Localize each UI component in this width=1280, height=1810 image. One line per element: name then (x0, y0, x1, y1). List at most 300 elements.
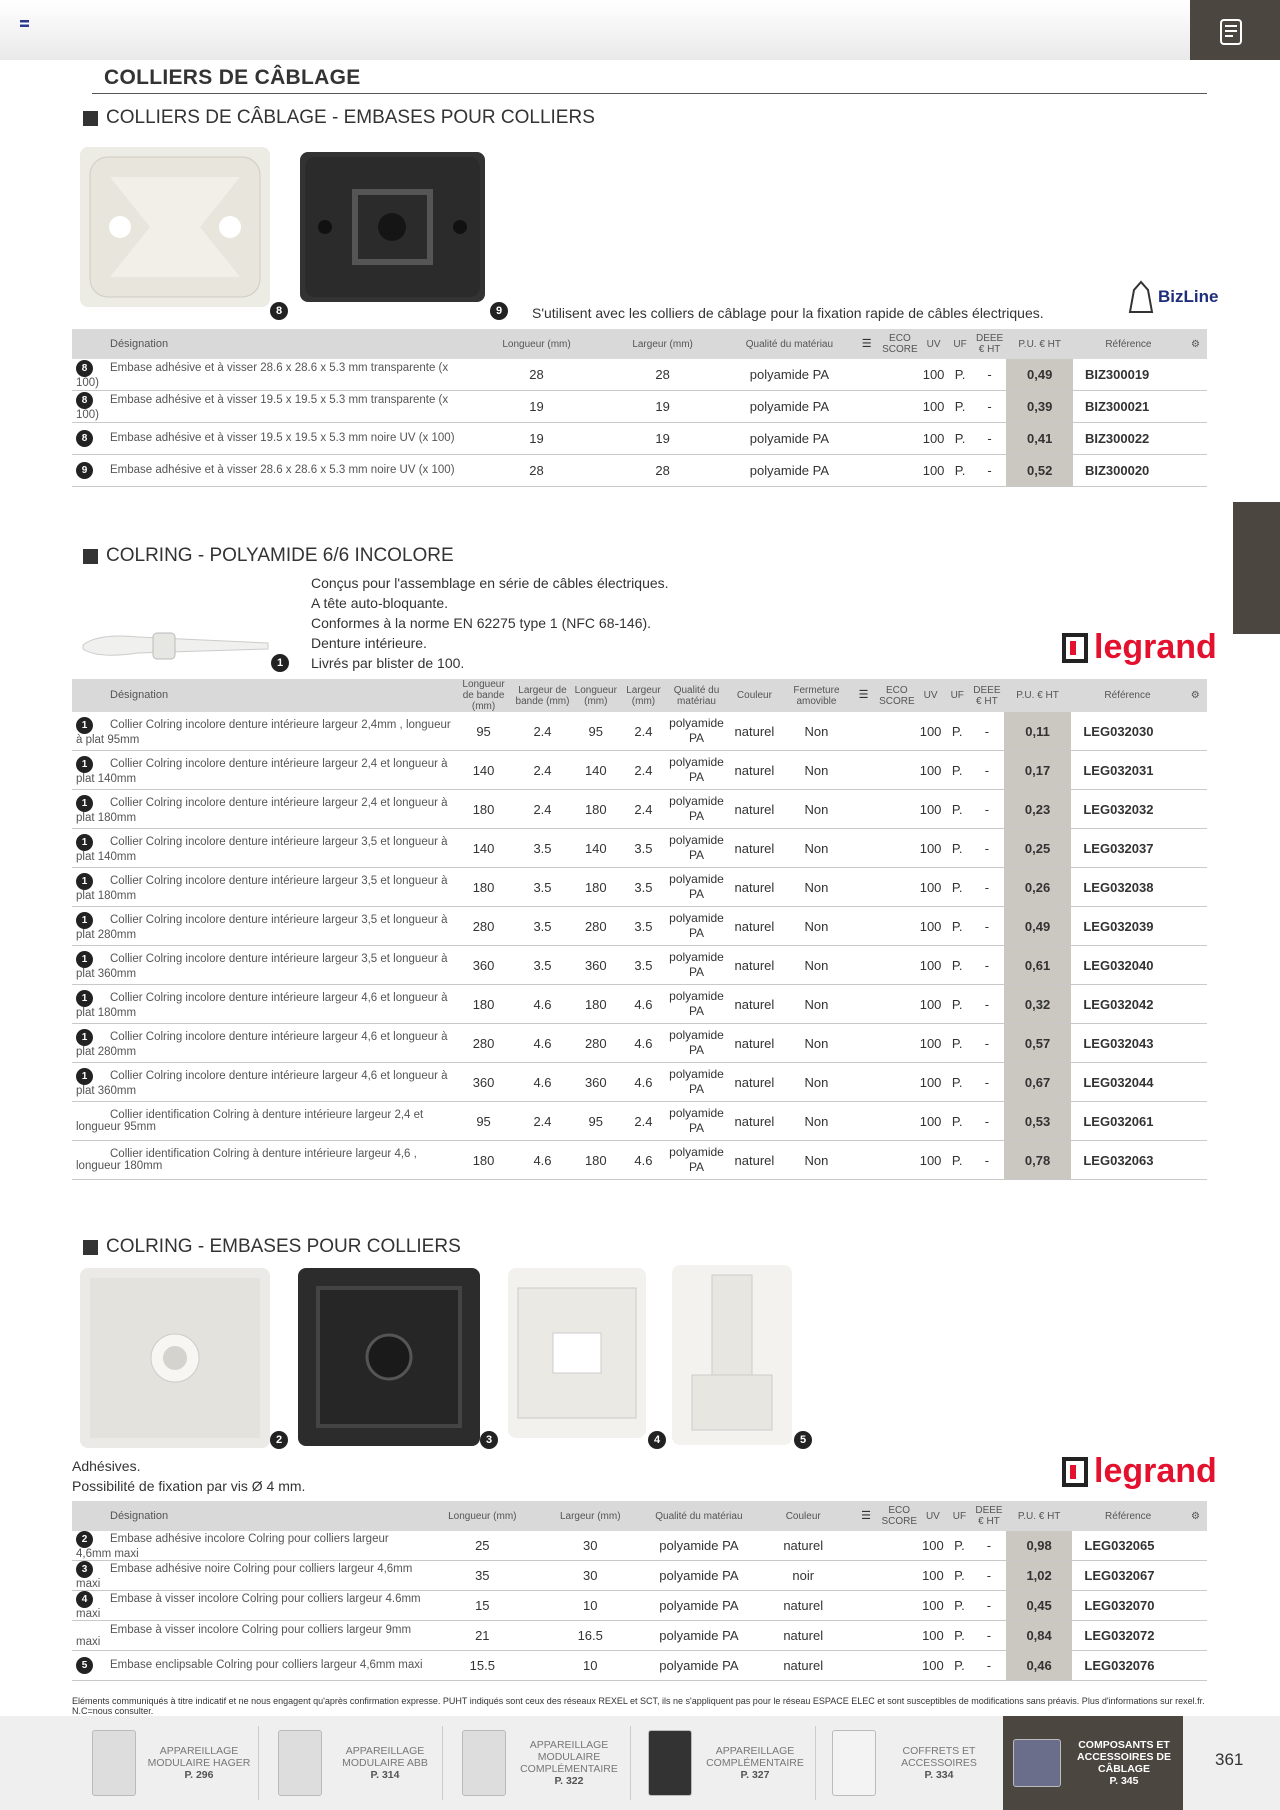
uf-cell: P. (947, 423, 972, 455)
couleur-cell: naturel (754, 1591, 853, 1621)
description-line: Conformes à la norme EN 62275 type 1 (NFC 68-146). (311, 615, 652, 631)
price-cell: 0,41 (1006, 423, 1072, 455)
largeur-cell: 3.5 (620, 868, 667, 907)
largeur-cell: 4.6 (620, 1063, 667, 1102)
designation-text: Embase adhésive et à visser 19.5 x 19.5 x 5.3 mm transparente (x 100) (76, 394, 449, 421)
section2-table (72, 679, 1207, 1180)
uv-cell: 100 (917, 1141, 945, 1180)
col-fermeture: Fermeture amovible (783, 679, 850, 712)
table-header-row (72, 679, 1207, 712)
designation-cell (72, 868, 454, 907)
uv-cell: 100 (917, 946, 945, 985)
settings-cell (1184, 985, 1207, 1024)
row-marker (76, 1657, 110, 1674)
uf-cell: P. (945, 868, 970, 907)
reference-cell: LEG032031 (1071, 751, 1183, 790)
longueur-cell: 19 (473, 391, 599, 423)
price-cell: 0,52 (1006, 455, 1072, 487)
col-settings (1184, 1501, 1207, 1531)
uv-cell: 100 (917, 790, 945, 829)
col-longueur: Longueur (mm) (572, 679, 620, 712)
uv-cell: 100 (917, 1102, 945, 1141)
designation-cell (72, 1063, 454, 1102)
longueur-cell: 280 (572, 1024, 620, 1063)
settings-cell (1184, 391, 1207, 423)
description-line: A tête auto-bloquante. (311, 595, 448, 611)
image-ref-badge: 1 (76, 795, 93, 812)
reference-cell: LEG032032 (1071, 790, 1183, 829)
settings-cell (1184, 423, 1207, 455)
largeur-bande-cell: 3.5 (513, 907, 572, 946)
materiau-cell: polyamide PA (667, 751, 726, 790)
eco-cell (877, 790, 917, 829)
row-marker (76, 951, 110, 968)
largeur-cell: 30 (536, 1561, 644, 1591)
table-row[interactable] (72, 1561, 1207, 1591)
image-label: 5 (799, 1434, 807, 1446)
image-label: 8 (275, 305, 283, 317)
deee-cell: - (970, 829, 1004, 868)
timer-thumbnail (462, 1730, 506, 1796)
settings-cell (1184, 790, 1207, 829)
reference-cell: LEG032044 (1071, 1063, 1183, 1102)
reference-cell: LEG032030 (1071, 712, 1183, 751)
uf-cell: P. (947, 1591, 972, 1621)
table-row[interactable] (72, 1063, 1207, 1102)
materiau-cell: polyamide PA (667, 712, 726, 751)
footer-divider (258, 1726, 259, 1800)
longueur-cell: 95 (572, 712, 620, 751)
designation-cell (72, 712, 454, 751)
materiau-cell: polyamide PA (667, 907, 726, 946)
col-wifi (850, 679, 877, 712)
designation-text: Embase adhésive incolore Colring pour colliers largeur 4,6mm maxi (76, 1533, 389, 1560)
longueur-cell: 21 (428, 1621, 536, 1651)
longueur-cell: 180 (572, 790, 620, 829)
designation-cell (72, 907, 454, 946)
col-largeur: Largeur (mm) (600, 329, 726, 359)
legrand-mark-icon (1062, 1457, 1088, 1487)
section3-table-body (72, 1531, 1207, 1681)
image-ref-badge: 5 (76, 1657, 93, 1674)
table-row[interactable] (72, 1591, 1207, 1621)
fermeture-cell: Non (783, 1141, 850, 1180)
footer-page: P. 296 (184, 1769, 214, 1781)
designation-text: Collier Colring incolore denture intérieure largeur 4,6 et longueur à plat 360mm (76, 1069, 448, 1097)
largeur-cell: 2.4 (620, 1102, 667, 1141)
longueur-cell: 25 (428, 1531, 536, 1561)
longueur-cell: 28 (473, 455, 599, 487)
settings-cell (1184, 1102, 1207, 1141)
row-marker (76, 873, 110, 890)
settings-cell (1184, 1651, 1207, 1681)
longueur-bande-cell: 280 (454, 907, 513, 946)
product-image-clip-base (672, 1265, 792, 1445)
gear-icon: ⚙ (1190, 338, 1200, 350)
eco-cell (879, 1531, 919, 1561)
footer-label (144, 1745, 254, 1781)
uv-cell: 100 (917, 1063, 945, 1102)
longueur-bande-cell: 360 (454, 946, 513, 985)
square-bullet-icon (83, 549, 98, 564)
uf-cell: P. (945, 790, 970, 829)
wifi-cell (850, 1141, 877, 1180)
materiau-cell: polyamide PA (644, 1561, 754, 1591)
deee-cell: - (970, 1063, 1004, 1102)
section3-description (72, 1456, 305, 1496)
product-image-clear-colring-base (80, 1268, 270, 1448)
catalog-tab[interactable] (1190, 0, 1280, 60)
deee-cell: - (970, 1102, 1004, 1141)
image-label: 4 (653, 1434, 661, 1446)
image-label-badge (648, 1431, 666, 1449)
designation-text: Collier identification Colring à denture intérieure largeur 4,6 , longueur 180mm (76, 1148, 417, 1172)
designation-cell (72, 829, 454, 868)
image-ref-badge: 1 (76, 1029, 93, 1046)
eco-cell (880, 391, 920, 423)
eco-cell (880, 455, 920, 487)
col-materiau: Qualité du matériau (644, 1501, 754, 1531)
eco-cell (877, 1102, 917, 1141)
deee-cell: - (973, 359, 1007, 391)
table-row[interactable] (72, 455, 1207, 487)
section1-heading (83, 107, 595, 129)
col-reference: Référence (1073, 329, 1184, 359)
col-uv: UV (920, 329, 948, 359)
deee-cell: - (970, 1141, 1004, 1180)
table-row[interactable] (72, 423, 1207, 455)
eco-cell (880, 359, 920, 391)
description-line: Denture intérieure. (311, 635, 427, 651)
col-uv: UV (917, 679, 945, 712)
section2-heading-text: COLRING - POLYAMIDE 6/6 INCOLORE (106, 545, 454, 566)
uf-cell: P. (947, 359, 972, 391)
image-label-badge (480, 1431, 498, 1449)
title-divider (92, 93, 1207, 94)
settings-cell (1184, 1531, 1207, 1561)
materiau-cell: polyamide PA (667, 1024, 726, 1063)
deee-cell: - (970, 907, 1004, 946)
footer-link-composants[interactable] (1003, 1716, 1183, 1810)
uf-cell: P. (945, 1063, 970, 1102)
footer-link-coffrets[interactable] (832, 1716, 994, 1810)
col-longueur: Longueur (mm) (428, 1501, 536, 1531)
row-marker (76, 795, 110, 812)
table-row[interactable] (72, 712, 1207, 751)
longueur-cell: 15.5 (428, 1651, 536, 1681)
deee-cell: - (973, 391, 1007, 423)
footer-label-text: APPAREILLAGE MODULAIRE ABB (342, 1745, 428, 1769)
page-number: 361 (1215, 1750, 1244, 1769)
designation-cell (72, 423, 473, 455)
largeur-cell: 4.6 (620, 1024, 667, 1063)
designation-text: Embase adhésive et à visser 28.6 x 28.6 x 5.3 mm transparente (x 100) (76, 362, 449, 389)
footer-page: P. 322 (554, 1775, 584, 1787)
legrand-mark-icon (1062, 633, 1088, 663)
fermeture-cell: Non (783, 946, 850, 985)
fermeture-cell: Non (783, 985, 850, 1024)
wifi-cell (850, 712, 877, 751)
designation-cell (72, 1591, 428, 1621)
longueur-bande-cell: 280 (454, 1024, 513, 1063)
materiau-cell: polyamide PA (667, 790, 726, 829)
materiau-cell: polyamide PA (644, 1621, 754, 1651)
eco-cell (877, 751, 917, 790)
product-image-black-base (300, 152, 485, 302)
couleur-cell: naturel (754, 1531, 853, 1561)
table-row[interactable] (72, 751, 1207, 790)
table-row[interactable] (72, 829, 1207, 868)
col-prix: P.U. € HT (1004, 679, 1072, 712)
reference-cell: LEG032061 (1071, 1102, 1183, 1141)
catalog-icon (1219, 18, 1243, 46)
settings-cell (1184, 1141, 1207, 1180)
designation-text: Collier Colring incolore denture intérieure largeur 3,5 et longueur à plat 180mm (76, 874, 448, 902)
materiau-cell: polyamide PA (644, 1591, 754, 1621)
section2-heading (83, 545, 454, 567)
reference-cell: LEG032042 (1071, 985, 1183, 1024)
couleur-cell: naturel (726, 868, 783, 907)
footer-label-text: APPAREILLAGE MODULAIRE COMPLÉMENTAIRE (520, 1739, 618, 1775)
product-image-black-colring-base (298, 1268, 480, 1446)
table-row[interactable] (72, 1102, 1207, 1141)
description-line: Possibilité de fixation par vis Ø 4 mm. (72, 1478, 306, 1494)
col-materiau: Qualité du matériau (725, 329, 853, 359)
table-row[interactable] (72, 907, 1207, 946)
uf-cell: P. (947, 1621, 972, 1651)
table-row[interactable] (72, 868, 1207, 907)
footer-divider (630, 1726, 631, 1800)
footer-label (514, 1739, 624, 1787)
col-wifi (853, 329, 880, 359)
eco-cell (879, 1621, 919, 1651)
table-row[interactable] (72, 790, 1207, 829)
col-longueur-bande: Longueur de bande (mm) (454, 679, 513, 712)
settings-cell (1184, 907, 1207, 946)
designation-cell (72, 751, 454, 790)
uv-cell: 100 (919, 1621, 947, 1651)
section3-table (72, 1501, 1207, 1681)
uf-cell: P. (947, 455, 972, 487)
footer-link-abb[interactable] (278, 1716, 440, 1810)
top-band (0, 0, 1190, 60)
price-cell: 0,57 (1004, 1024, 1072, 1063)
reference-cell: LEG032067 (1072, 1561, 1183, 1591)
table-row[interactable] (72, 1621, 1207, 1651)
uf-cell: P. (945, 985, 970, 1024)
uf-cell: P. (947, 1561, 972, 1591)
table-row[interactable] (72, 1141, 1207, 1180)
table-row[interactable] (72, 946, 1207, 985)
square-bullet-icon (83, 1240, 98, 1255)
uv-cell: 100 (917, 907, 945, 946)
row-marker (76, 462, 110, 479)
section3-heading (83, 1236, 461, 1258)
uv-cell: 100 (917, 829, 945, 868)
deee-cell: - (970, 790, 1004, 829)
largeur-cell: 28 (600, 359, 726, 391)
image-ref-badge: 1 (76, 756, 93, 773)
materiau-cell: polyamide PA (644, 1531, 754, 1561)
col-settings (1184, 329, 1207, 359)
section3-heading-text: COLRING - EMBASES POUR COLLIERS (106, 1236, 461, 1257)
reference-cell: BIZ300022 (1073, 423, 1184, 455)
largeur-bande-cell: 2.4 (513, 751, 572, 790)
settings-cell (1184, 712, 1207, 751)
product-image-white-base (80, 147, 270, 307)
row-marker (76, 717, 110, 734)
longueur-cell: 19 (473, 423, 599, 455)
longueur-cell: 35 (428, 1561, 536, 1591)
footer-link-complementaire[interactable] (462, 1716, 624, 1810)
longueur-cell: 180 (572, 868, 620, 907)
designation-cell (72, 985, 454, 1024)
uf-cell: P. (947, 1651, 972, 1681)
uv-cell: 100 (920, 455, 948, 487)
price-cell: 0,53 (1004, 1102, 1072, 1141)
col-uv: UV (919, 1501, 947, 1531)
wifi-icon: ☰ (858, 689, 869, 701)
largeur-cell: 2.4 (620, 790, 667, 829)
wifi-cell (850, 868, 877, 907)
table-row[interactable] (72, 391, 1207, 423)
table-row[interactable] (72, 1531, 1207, 1561)
section-side-tab[interactable] (1233, 502, 1280, 634)
eco-cell (877, 829, 917, 868)
row-marker (76, 1029, 110, 1046)
settings-cell (1184, 868, 1207, 907)
couleur-cell: naturel (726, 790, 783, 829)
couleur-cell: naturel (726, 751, 783, 790)
designation-text: Collier Colring incolore denture intérieure largeur 3,5 et longueur à plat 280mm (76, 913, 448, 941)
section1-heading-text: COLLIERS DE CÂBLAGE - EMBASES POUR COLLIERS (106, 107, 595, 128)
price-cell: 1,02 (1006, 1561, 1073, 1591)
longueur-cell: 140 (572, 751, 620, 790)
couleur-cell: naturel (726, 1141, 783, 1180)
materiau-cell: polyamide PA (667, 829, 726, 868)
row-marker (76, 430, 110, 447)
footer-link-hager[interactable] (92, 1716, 254, 1810)
couleur-cell: noir (754, 1561, 853, 1591)
fermeture-cell: Non (783, 1024, 850, 1063)
designation-text: Collier identification Colring à denture intérieure largeur 2,4 et longueur 95mm (76, 1109, 424, 1133)
designation-text: Embase à visser incolore Colring pour colliers largeur 4.6mm maxi (76, 1593, 421, 1620)
uv-cell: 100 (917, 868, 945, 907)
row-marker (76, 1561, 110, 1578)
section1-table-body (72, 359, 1207, 487)
table-row[interactable] (72, 1024, 1207, 1063)
designation-text: Collier Colring incolore denture intérieure largeur 3,5 et longueur à plat 360mm (76, 952, 448, 980)
couleur-cell: naturel (726, 712, 783, 751)
image-ref-badge: 2 (76, 1531, 93, 1548)
table-row[interactable] (72, 1651, 1207, 1681)
image-label-badge (490, 302, 508, 320)
table-row[interactable] (72, 359, 1207, 391)
footer-label-text: APPAREILLAGE COMPLÉMENTAIRE (706, 1745, 804, 1769)
largeur-bande-cell: 4.6 (513, 1024, 572, 1063)
longueur-bande-cell: 360 (454, 1063, 513, 1102)
row-marker (76, 1068, 110, 1085)
materiau-cell: polyamide PA (644, 1651, 754, 1681)
image-label-badge (271, 654, 289, 672)
image-ref-badge: 1 (76, 990, 93, 1007)
deee-cell: - (970, 751, 1004, 790)
image-label-badge (794, 1431, 812, 1449)
col-designation: Désignation (72, 1501, 428, 1531)
footer-link-appareillage[interactable] (648, 1716, 810, 1810)
longueur-bande-cell: 180 (454, 868, 513, 907)
image-ref-badge: 4 (76, 1591, 93, 1608)
reference-cell: BIZ300019 (1073, 359, 1184, 391)
footer-divider (442, 1726, 443, 1800)
eco-cell (877, 907, 917, 946)
couleur-cell: naturel (726, 1102, 783, 1141)
legrand-logo (1062, 1452, 1217, 1491)
row-marker (76, 1531, 110, 1548)
largeur-bande-cell: 3.5 (513, 829, 572, 868)
gear-icon: ⚙ (1190, 1510, 1200, 1522)
couleur-cell: naturel (726, 1024, 783, 1063)
fermeture-cell: Non (783, 1063, 850, 1102)
designation-text: Collier Colring incolore denture intérieure largeur 3,5 et longueur à plat 140mm (76, 835, 448, 863)
longueur-cell: 140 (572, 829, 620, 868)
reference-cell: LEG032076 (1072, 1651, 1183, 1681)
reference-cell: LEG032043 (1071, 1024, 1183, 1063)
uv-cell: 100 (919, 1531, 947, 1561)
wifi-cell (850, 1024, 877, 1063)
table-row[interactable] (72, 985, 1207, 1024)
couleur-cell: naturel (726, 829, 783, 868)
eco-cell (879, 1591, 919, 1621)
uv-cell: 100 (920, 423, 948, 455)
image-ref-badge: 9 (76, 462, 93, 479)
uf-cell: P. (945, 946, 970, 985)
reference-cell: LEG032070 (1072, 1591, 1183, 1621)
col-wifi (853, 1501, 880, 1531)
image-ref-badge: 1 (76, 873, 93, 890)
bizline-logo (1128, 280, 1218, 314)
legrand-logo (1062, 628, 1217, 667)
eco-cell (877, 1063, 917, 1102)
flag-icon (20, 20, 29, 27)
largeur-bande-cell: 3.5 (513, 946, 572, 985)
eco-cell (877, 868, 917, 907)
section1-table (72, 329, 1207, 487)
col-deee: DEEE € HT (970, 679, 1004, 712)
largeur-cell: 2.4 (620, 712, 667, 751)
materiau-cell: polyamide PA (667, 1102, 726, 1141)
price-cell: 0,45 (1006, 1591, 1073, 1621)
col-prix: P.U. € HT (1006, 1501, 1073, 1531)
price-cell: 0,25 (1004, 829, 1072, 868)
wifi-cell (853, 1591, 880, 1621)
section2-description (311, 573, 669, 673)
image-ref-badge: 8 (76, 430, 93, 447)
wifi-cell (850, 1102, 877, 1141)
price-cell: 0,84 (1006, 1621, 1073, 1651)
largeur-cell: 28 (600, 455, 726, 487)
col-eco: ECO SCORE (877, 679, 917, 712)
terminal-thumbnail (1013, 1739, 1061, 1787)
fermeture-cell: Non (783, 1102, 850, 1141)
col-designation: Désignation (72, 679, 454, 712)
price-cell: 0,39 (1006, 391, 1072, 423)
price-cell: 0,49 (1004, 907, 1072, 946)
price-cell: 0,32 (1004, 985, 1072, 1024)
price-cell: 0,11 (1004, 712, 1072, 751)
designation-text: Collier Colring incolore denture intérieure largeur 2,4mm , longueur à plat 95mm (76, 718, 451, 746)
wifi-cell (853, 423, 880, 455)
